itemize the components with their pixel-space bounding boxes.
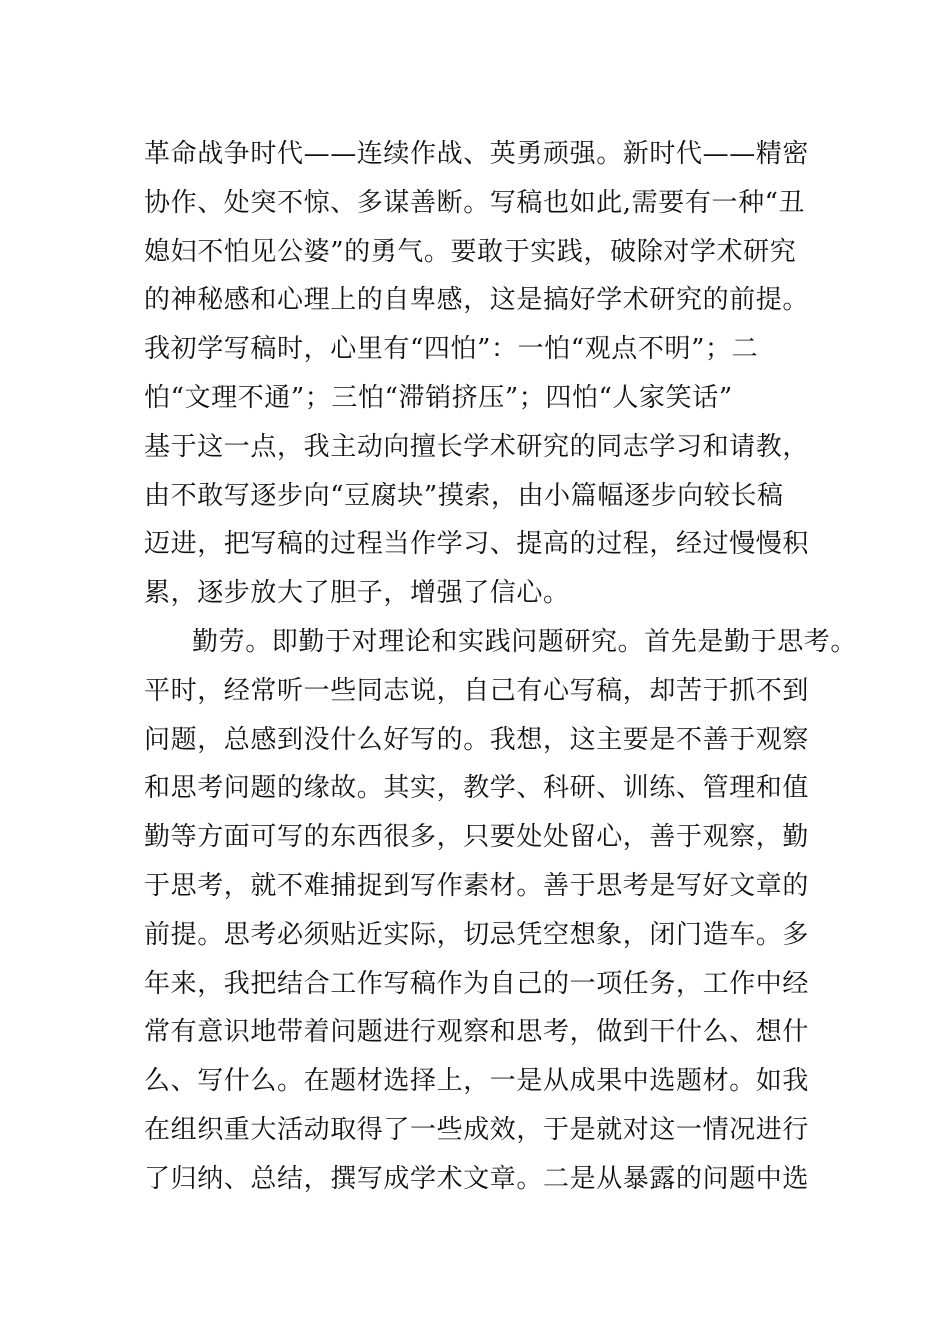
text-line: 革命战争时代——连续作战、英勇顽强。新时代——精密 — [144, 139, 810, 169]
body-text — [144, 130, 858, 1204]
text-line: 前提。思考必须贴近实际，切忌凭空想象，闭门造车。多 — [144, 919, 810, 950]
text-line: 我初学写稿时，心里有“四怕”：一怕“观点不明”；二 — [144, 334, 759, 365]
text-line: 怕“文理不通”；三怕“滞销挤压”；四怕“人家笑话” — [144, 382, 733, 413]
text-line: 平时，经常听一些同志说，自己有心写稿，却苦于抓不到 — [144, 675, 810, 706]
text-line: 由不敢写逐步向“豆腐块”摸索，由小篇幅逐步向较长稿 — [144, 480, 784, 511]
text-line: 勤等方面可写的东西很多，只要处处留心，善于观察，勤 — [144, 822, 810, 853]
text-line: 的神秘感和心理上的自卑感，这是搞好学术研究的前提。 — [144, 285, 810, 316]
text-line: 在组织重大活动取得了一些成效，于是就对这一情况进行 — [144, 1114, 810, 1145]
text-line: 迈进，把写稿的过程当作学习、提高的过程，经过慢慢积 — [144, 529, 810, 560]
text-line: 和思考问题的缘故。其实，教学、科研、训练、管理和值 — [144, 773, 810, 804]
text-line: 年来，我把结合工作写稿作为自己的一项任务，工作中经 — [144, 968, 810, 999]
text-line: 基于这一点，我主动向擅长学术研究的同志学习和请教， — [144, 431, 810, 462]
text-line: 问题，总感到没什么好写的。我想，这主要是不善于观察 — [144, 724, 810, 755]
text-line: 于思考，就不难捕捉到写作素材。善于思考是写好文章的 — [144, 870, 810, 901]
text-line: 协作、处突不惊、多谋善断。写稿也如此,需要有一种“丑 — [144, 187, 806, 218]
paragraph-start-line: 勤劳。即勤于对理论和实践问题研究。首先是勤于思考。 — [192, 626, 858, 657]
text-line: 了归纳、总结，撰写成学术文章。二是从暴露的问题中选 — [144, 1163, 810, 1194]
text-line: 么、写什么。在题材选择上，一是从成果中选题材。如我 — [144, 1066, 810, 1097]
text-line: 常有意识地带着问题进行观察和思考，做到干什么、想什 — [144, 1017, 810, 1048]
text-line: 累，逐步放大了胆子，增强了信心。 — [144, 578, 570, 609]
text-line: 媳妇不怕见公婆”的勇气。要敢于实践，破除对学术研究 — [144, 236, 797, 267]
